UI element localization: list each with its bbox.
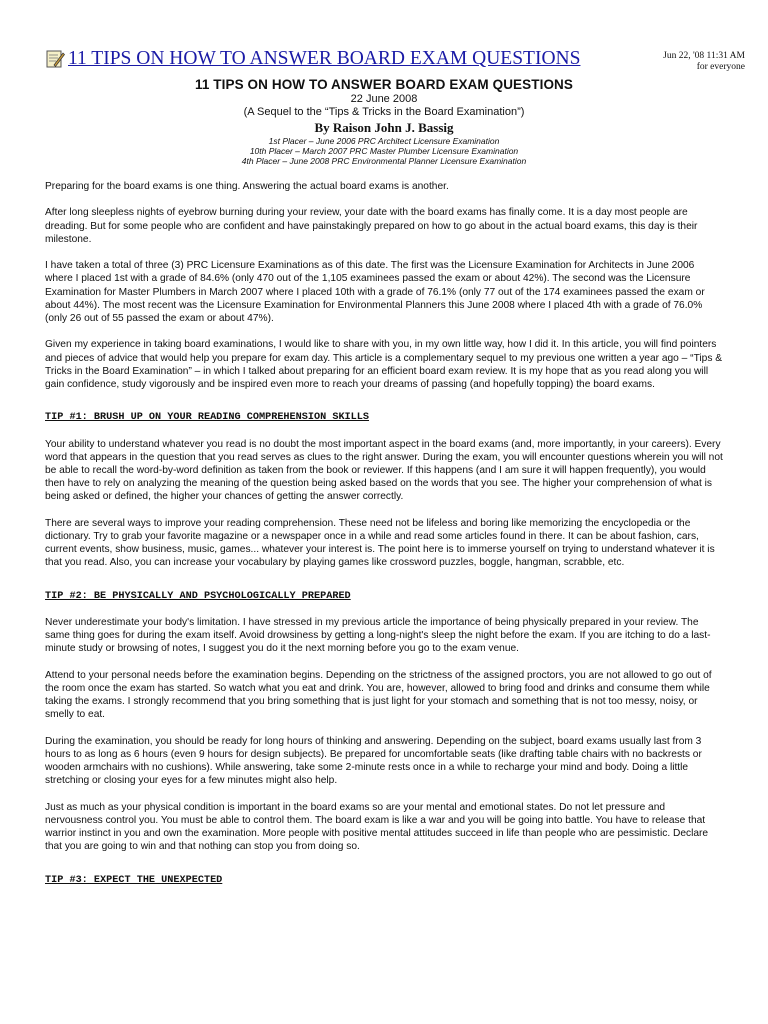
post-title-link[interactable]: 11 TIPS ON HOW TO ANSWER BOARD EXAM QUESTIONS <box>68 48 581 69</box>
tip-heading: TIP #2: BE PHYSICALLY AND PSYCHOLOGICALLY PREPARED <box>45 590 351 602</box>
post-audience: for everyone <box>696 62 745 72</box>
tip-paragraph: Attend to your personal needs before the examination begins. Depending on the strictness of the assigned proctors, you are not allowed to go out of the room once the exam has started. So watch what you eat and drink. You are, however, allowed to bring food and drinks and consume them while taking the exams. I strongly recommend that you bring something that is just light for your stomach and something that is not too messy, noisy, or smelly to eat. <box>45 669 712 721</box>
tip-paragraph: Just as much as your physical condition is important in the board exams so are your mental and emotional states. Do not let pressure and nervousness control you. You must be able to control them. The board exam is like a war and you will be going into battle. You have to release that warrior instinct in you and own the examination. More people with positive mental attitudes succeed in life than people who are pessimistic. Declare that you are going to win and that nothing can stop you from doing so. <box>45 801 709 853</box>
intro-paragraph: After long sleepless nights of eyebrow burning during your review, your date with the board exams has finally come. It is a day most people are dreading. But for some people who are confident and have painstakingly prepared on how to go about in the actual board exams, this day is their milestone. <box>45 207 698 245</box>
tip-paragraph: During the examination, you should be ready for long hours of thinking and answering. Depending on the subject, board exams usually last from 3 hours to as long as 6 hours (even 9 hours for design subjects). Be prepared for uncomfortable seats (like drafting table chairs with no backrests or wooden armchairs with no cushions). While answering, take some 2-minute rests once in a while to recharge your mind and body. Doing a little stretching or closing your eyes for a few minutes might also help. <box>45 735 702 787</box>
placer-line: 4th Placer – June 2008 PRC Environmental Planner Licensure Examination <box>241 156 527 166</box>
note-icon <box>45 49 65 69</box>
post-date: Jun 22, '08 11:31 AM <box>663 51 745 61</box>
document-header <box>0 76 768 166</box>
tip-heading: TIP #1: BRUSH UP ON YOUR READING COMPREHENSION SKILLS <box>45 412 370 424</box>
placer-line: 10th Placer – March 2007 PRC Master Plumber Licensure Examination <box>249 146 519 156</box>
post-meta <box>663 51 745 73</box>
tip-paragraph: Never underestimate your body's limitation. I have stressed in my previous article the importance of being physically prepared in your review. The same thing goes for during the exam itself. Avoid drowsiness by getting a long-night's sleep the night before the exam. If you are itching to do a last-minute study or browsing of notes, I suggest you do it the next morning before you go to the exam venue. <box>45 617 711 655</box>
author-line: By Raison John J. Bassig <box>314 120 454 135</box>
placer-list <box>0 136 768 166</box>
tip-paragraph: There are several ways to improve your reading comprehension. These need not be lifeless and boring like memorizing the encyclopedia or the dictionary. Try to grab your favorite magazine or a newspaper once in a while and read some articles found in there. It can be about fashion, cars, current events, show business, music, games... whatever your interest is. The point here is to immerse yourself on trying to understand whatever it is that you read. Also, you can increase your vocabulary by playing games like crossword puzzles, boggle, hangman, scrabble, etc. <box>45 517 715 569</box>
tip-heading: TIP #3: EXPECT THE UNEXPECTED <box>45 874 223 886</box>
intro-paragraph: I have taken a total of three (3) PRC Licensure Examinations as of this date. The first was the Licensure Examination for Architects in June 2006 where I placed 1st with a grade of 84.6% (only 470 out of the 1,105 examinees passed the exam or about 42%). The second was the Licensure Examination for Master Plumbers in March 2007 where I placed 10th with a grade of 76.1% (only 77 out of the 174 examinees passed the exam or about 44%). The most recent was the Licensure Examination for Environmental Planners this June 2008 where I placed 4th with a grade of 76.0% (only 26 out of 55 passed the exam or about 47%). <box>45 260 705 324</box>
post-title-row <box>45 48 580 70</box>
intro-paragraph: Preparing for the board exams is one thing. Answering the actual board exams is another. <box>45 181 449 192</box>
document-subtitle: (A Sequel to the “Tips & Tricks in the Board Examination”) <box>243 106 525 118</box>
document-title: 11 TIPS ON HOW TO ANSWER BOARD EXAM QUESTIONS <box>194 77 574 92</box>
placer-line: 1st Placer – June 2006 PRC Architect Licensure Examination <box>268 136 500 146</box>
intro-paragraph: Given my experience in taking board examinations, I would like to share with you, in my own little way, how I did it. In this article, you will find pointers and pieces of advice that would help you prepare for exam day. This article is a complementary sequel to my previous one written a year ago – “Tips & Tricks in the Board Examination” – in which I talked about preparing for an efficient board exam review. It is my hope that as you read along you will gain confidence, study vigorously and be inspired even more to reach your dreams of passing (and hopefully topping) the board exams. <box>45 339 723 390</box>
document-date: 22 June 2008 <box>350 93 418 105</box>
article-body <box>45 180 723 900</box>
tip-paragraph: Your ability to understand whatever you read is no doubt the most important aspect in the board exams (and, more importantly, in your careers). Every word that appears in the question that you read serves as clues to the right answer. During the exam, you will encounter questions wherein you will not be able to recall the word-by-word definition as taken from the book or reviewer. If this happens (and I am sure it will happen frequently), you would then have to rely on analyzing the meaning of the question being asked based on the words that you see. The higher your comprehension of what is being asked or defined, the higher your chances of getting the answer correctly. <box>45 438 723 503</box>
